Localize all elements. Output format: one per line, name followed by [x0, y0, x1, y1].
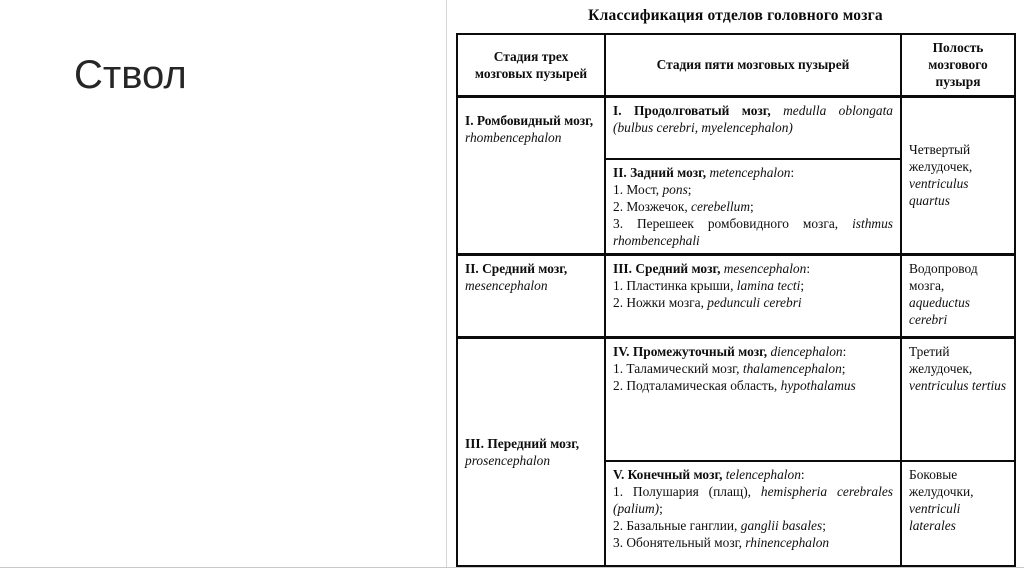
cell-fourth-ventricle: Четвертый желудочек, ventriculus quartus	[901, 96, 1015, 255]
cell-telencephalon: V. Конечный мозг, telencephalon: 1. Полушария (плащ), hemispheria cerebrales (palium); 2. Базальные ганглии, ganglii basales; 3. Обонятельный мозг, rhinencephalon	[605, 461, 901, 566]
cell-stage3-mesencephalon: II. Средний мозг, mesencephalon	[457, 255, 605, 338]
row-prosencephalon-diencephalon	[457, 338, 1015, 461]
header-row	[457, 34, 1015, 96]
table-title: Классификация отделов головного мозга	[588, 7, 883, 24]
cell-third-ventricle: Третий желудочек, ventriculus tertius	[901, 338, 1015, 461]
brain-classification-table	[456, 33, 1016, 567]
cell-mesencephalon: III. Средний мозг, mesencephalon: 1. Пластинка крыши, lamina tecti; 2. Ножки мозга, pedunculi cerebri	[605, 255, 901, 338]
header-vesicle-cavity: Полость мозгового пузыря	[901, 34, 1015, 96]
cell-diencephalon: IV. Промежуточный мозг, diencephalon: 1. Таламический мозг, thalamencephalon; 2. Подталамическая область, hypothalamus	[605, 338, 901, 461]
header-three-vesicle-stage: Стадия трех мозговых пузырей	[457, 34, 605, 96]
header-five-vesicle-stage: Стадия пяти мозговых пузырей	[605, 34, 901, 96]
cell-lateral-ventricles: Боковые желудочки, ventriculi laterales	[901, 461, 1015, 566]
row-rhombencephalon-medulla	[457, 96, 1015, 159]
slide-bottom-border	[0, 567, 1024, 568]
cell-medulla-oblongata: I. Продолговатый мозг, medulla oblongata (bulbus cerebri, myelencephalon)	[605, 96, 901, 159]
cell-stage3-prosencephalon: III. Передний мозг, prosencephalon	[457, 338, 605, 566]
cell-cerebral-aqueduct: Водопровод мозга, aqueductus cerebri	[901, 255, 1015, 338]
row-mesencephalon	[457, 255, 1015, 338]
slide-title-label: Ствол	[74, 53, 187, 97]
cell-stage3-rhombencephalon: I. Ромбовидный мозг, rhombencephalon	[457, 96, 605, 255]
cell-metencephalon: II. Задний мозг, metencephalon: 1. Мост, pons; 2. Мозжечок, cerebellum; 3. Перешеек ромбовидного мозга, isthmus rhombencephali	[605, 159, 901, 255]
table-scan-area	[447, 0, 1024, 567]
